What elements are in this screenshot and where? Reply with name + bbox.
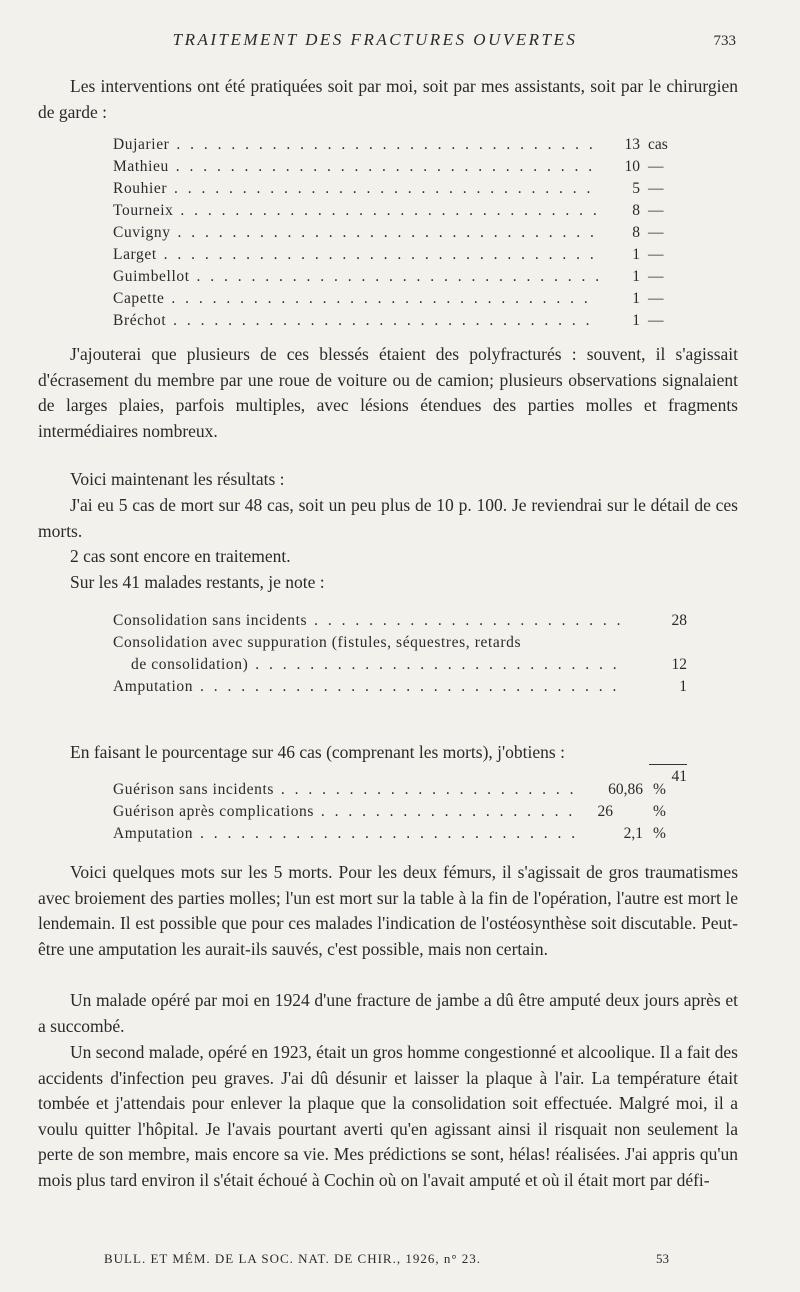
surgeon-row: [113, 200, 673, 222]
percentage-row: [113, 801, 673, 823]
surgeon-name: Mathieu . . .: [113, 156, 598, 178]
surgeon-unit: —: [648, 290, 664, 307]
surgeon-row: [113, 244, 673, 266]
surgeon-name: Tourneix . . .: [113, 200, 598, 222]
surgeon-count: 8: [632, 202, 640, 219]
running-header: [0, 30, 800, 54]
surgeon-count: 5: [632, 180, 640, 197]
intro-paragraph: Les interventions ont été pratiquées soit par moi, soit par mes assistants, soit par le chirurgien de garde :: [38, 76, 738, 122]
running-title: TRAITEMENT DES FRACTURES OUVERTES: [172, 30, 578, 49]
outcome-label: Amputation . . .: [113, 676, 623, 698]
percentage-unit: %: [653, 825, 666, 842]
surgeon-unit: —: [648, 246, 664, 263]
surgeon-count: 13: [624, 136, 640, 153]
percentage-label: Amputation . . .: [113, 823, 575, 845]
percentage-unit: %: [653, 803, 666, 820]
outcome-label: de consolidation) . . .: [131, 654, 623, 676]
case-1924-paragraph: Un malade opéré par moi en 1924 d'une fracture de jambe a dû être amputé deux jours après et a succombé.: [38, 990, 738, 1036]
percentage-value: 2,1: [623, 825, 643, 842]
surgeon-row: [113, 134, 673, 156]
sheet-number: 53: [656, 1251, 669, 1266]
surgeon-unit: —: [648, 158, 664, 175]
surgeon-name: Larget . . .: [113, 244, 598, 266]
surgeon-name: Capette . . .: [113, 288, 598, 310]
percentages-table: [113, 779, 673, 845]
results-intro-paragraph: Voici maintenant les résultats :: [70, 469, 285, 489]
outcomes-total: 41: [671, 768, 687, 785]
case-1923-paragraph: Un second malade, opéré en 1923, était un gros homme congestionné et alcoolique. Il a fait des accidents d'infection peu graves. J'ai dû désunir et laisser la plaque à l'air. La température était tombée et j'attendais pour enlever la plaque que la consolidation soit effectuée. Malgré moi, il a voulu quitter l'hôpital. Je l'avais pourtant averti qu'en agissant ainsi il risquait non seulement la perte de son membre, mais encore sa vie. Mes prédictions se sont, hélas! réalisées. J'ai appris qu'un mois plus tard environ il s'était échoué à Cochin où on l'avait amputé et où il était mort par défi-: [38, 1042, 738, 1190]
surgeon-row: [113, 288, 673, 310]
surgeon-count: 10: [624, 158, 640, 175]
journal-reference: BULL. ET MÉM. DE LA SOC. NAT. DE CHIR., 1926, n° 23.: [104, 1251, 482, 1266]
outcome-value: 28: [671, 612, 687, 629]
surgeon-unit: cas: [648, 136, 668, 153]
page-number: 733: [713, 33, 736, 49]
surgeon-name: Rouhier . . .: [113, 178, 598, 200]
surgeon-count: 8: [632, 224, 640, 241]
surgeon-row: [113, 266, 673, 288]
deaths-paragraph: J'ai eu 5 cas de mort sur 48 cas, soit un peu plus de 10 p. 100. Je reviendrai sur le détail de ces morts.: [38, 495, 738, 541]
surgeon-name: Cuvigny . . .: [113, 222, 598, 244]
percentage-row: [113, 823, 673, 845]
surgeon-row: [113, 310, 673, 332]
percentage-value: 60,86: [608, 781, 643, 798]
surgeon-unit: —: [648, 202, 664, 219]
surgeon-row: [113, 222, 673, 244]
surgeon-name: Bréchot . . .: [113, 310, 598, 332]
surgeon-row: [113, 178, 673, 200]
surgeon-unit: —: [648, 224, 664, 241]
outcome-value: 12: [671, 656, 687, 673]
percentage-row: [113, 779, 673, 801]
surgeon-unit: —: [648, 268, 664, 285]
percentage-paragraph: En faisant le pourcentage sur 46 cas (comprenant les morts), j'obtiens :: [70, 742, 565, 762]
surgeon-unit: —: [648, 312, 664, 329]
surgeon-name: Dujarier . . .: [113, 134, 598, 156]
outcome-row: [113, 632, 693, 654]
polyfractures-paragraph: J'ajouterai que plusieurs de ces blessés étaient des polyfracturés : souvent, il s'agissait d'écrasement du membre par une roue de voiture ou de camion; plusieurs observations signalaient de larges plaies, parfois multiples, avec lésions étendues des parties molles et fragments intermédiaires nombreux.: [38, 344, 738, 441]
percentage-value: 26: [597, 803, 613, 820]
surgeon-row: [113, 156, 673, 178]
outcome-row: [113, 654, 693, 676]
remaining-paragraph: Sur les 41 malades restants, je note :: [70, 572, 325, 592]
surgeon-count: 1: [632, 246, 640, 263]
surgeon-name: Guimbellot . . .: [113, 266, 598, 288]
surgeon-count: 1: [632, 312, 640, 329]
percentage-unit: %: [653, 781, 666, 798]
percentage-label: Guérison après complications . . .: [113, 801, 575, 823]
outcome-label: Consolidation sans incidents . . .: [113, 610, 623, 632]
surgeon-count: 1: [632, 290, 640, 307]
outcome-row: [113, 610, 693, 632]
surgeon-count: 1: [632, 268, 640, 285]
outcome-value: 1: [679, 678, 687, 695]
five-deaths-paragraph: Voici quelques mots sur les 5 morts. Pour les deux fémurs, il s'agissait de gros traumatismes avec broiement des parties molles; l'un est mort sur la table à la fin de l'opération, l'autre est mort le lendemain. Il est possible que pour ces malades l'indication de l'ostéosynthèse soit discutable. Peut-être une amputation les aurait-ils sauvés, c'est possible, mais non certain.: [38, 862, 738, 959]
percentage-label: Guérison sans incidents . . .: [113, 779, 575, 801]
outcome-row: [113, 676, 693, 698]
surgeons-table: [113, 134, 673, 332]
outcome-label: Consolidation avec suppuration (fistules, séquestres, retards: [113, 634, 522, 651]
treatment-paragraph: 2 cas sont encore en traitement.: [70, 546, 291, 566]
surgeon-unit: —: [648, 180, 664, 197]
